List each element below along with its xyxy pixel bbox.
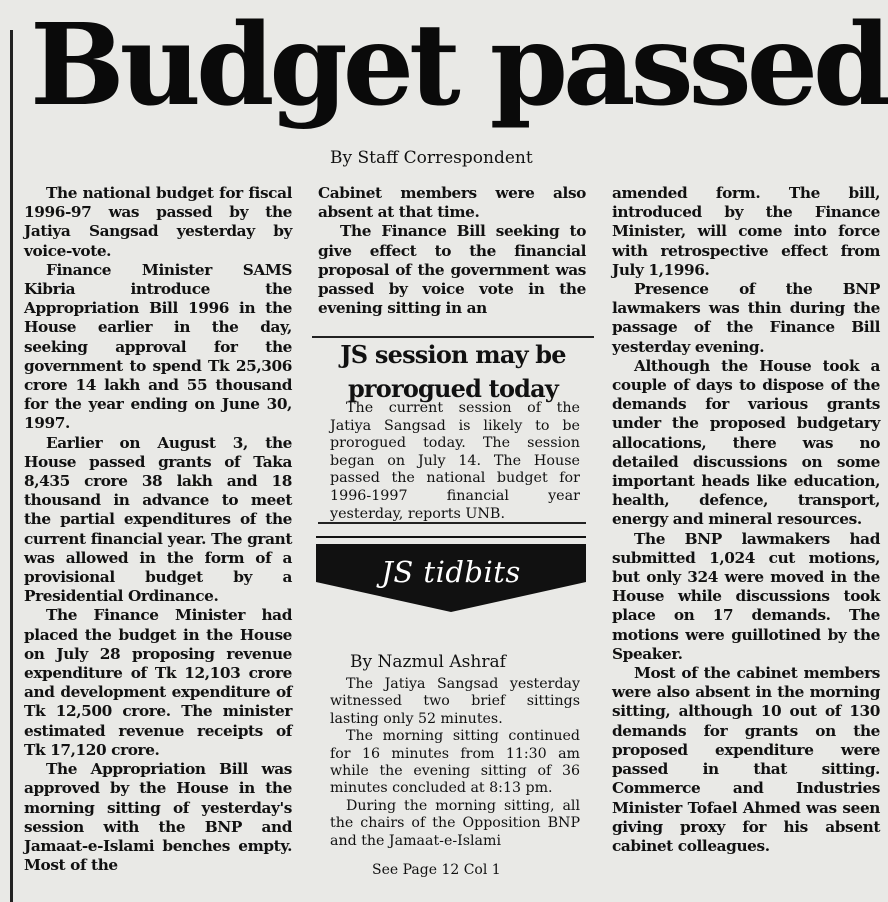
paragraph: The Finance Bill seeking to give effect to the financial proposal of the government was passed by voice vote in the evening sitting in an	[318, 222, 586, 318]
sidebar-headline	[312, 336, 594, 406]
paragraph: The BNP lawmakers had submitted 1,024 cut motions, but only 324 were moved in the House while discussions took place on 17 demands. The motions were guillotined by the Speaker.	[612, 529, 880, 663]
paragraph: The morning sitting continued for 16 minutes from 11:30 am while the evening sitting of 36 minutes concluded at 8:13 pm.	[330, 728, 580, 797]
paragraph: Finance Minister SAMS Kibria introduce the Appropriation Bill 1996 in the House earlier in the day, seeking approval for the government to spend Tk 25,306 crore 14 lakh and 55 thousand for the year ending on June 30, 1997.	[24, 260, 292, 433]
article-column-1	[24, 184, 292, 875]
article-column-3	[612, 184, 880, 856]
headline: Budget passed	[30, 0, 887, 131]
sidebar-headline-line1: JS session may be	[340, 340, 566, 369]
paragraph: During the morning sitting, all the chairs of the Opposition BNP and the Jamaat-e-Islami	[330, 797, 580, 849]
tidbits-byline: By Nazmul Ashraf	[350, 652, 506, 672]
paragraph: amended form. The bill, introduced by the Finance Minister, will come into force with retrospective effect from July 1,1996.	[612, 184, 880, 279]
continuation-note: See Page 12 Col 1	[372, 862, 501, 878]
paragraph: The Finance Minister had placed the budget in the House on July 28 proposing revenue expenditure of Tk 12,103 crore and development expenditure of Tk 12,500 crore. The minister estimated revenue receipts of Tk 17,120 crore.	[24, 606, 292, 759]
paragraph: The Jatiya Sangsad yesterday witnessed two brief sittings lasting only 52 minutes.	[330, 676, 580, 727]
sidebar-headline-line2: prorogued today	[347, 374, 559, 403]
paragraph: The Appropriation Bill was approved by the House in the morning sitting of yesterday's session with the BNP and Jamaat-e-Islami benches empty. Most of the	[24, 760, 292, 875]
paragraph: Presence of the BNP lawmakers was thin during the passage of the Finance Bill yesterday evening.	[612, 280, 880, 356]
byline: By Staff Correspondent	[330, 148, 533, 168]
paragraph: Most of the cabinet members were also absent in the morning sitting, although 10 out of 130 demands for grants on the proposed expenditure were passed in that sitting. Commerce and Industries Minister Tofael Ahmed was seen giving proxy for his absent cabinet colleagues.	[612, 664, 880, 855]
paragraph: Although the House took a couple of days to dispose of the demands for various grants under the proposed budgetary allocations, there was no detailed discussions on some important heads like education, health, defence, transport, energy and mineral resources.	[612, 356, 880, 529]
article-column-2	[318, 184, 586, 318]
paragraph: The current session of the Jatiya Sangsad is likely to be prorogued today. The session began on July 14. The House passed the national budget for 1996-1997 financial year yesterday, reports UNB.	[330, 400, 580, 522]
column-rule	[10, 30, 13, 902]
box-rule	[318, 522, 586, 524]
paragraph: Earlier on August 3, the House passed grants of Taka 8,435 crore 38 lakh and 18 thousand in advance to meet the partial expenditures of the current financial year. The grant was allowed in the form of a provisional budget by a Presidential Ordinance.	[24, 433, 292, 606]
paragraph: The national budget for fiscal 1996-97 was passed by the Jatiya Sangsad yesterday by voice-vote.	[24, 184, 292, 260]
paragraph: Cabinet members were also absent at that time.	[318, 184, 586, 222]
tidbits-label: JS tidbits	[381, 555, 521, 589]
sidebar-story-text	[330, 400, 580, 523]
tidbits-text	[330, 676, 580, 850]
